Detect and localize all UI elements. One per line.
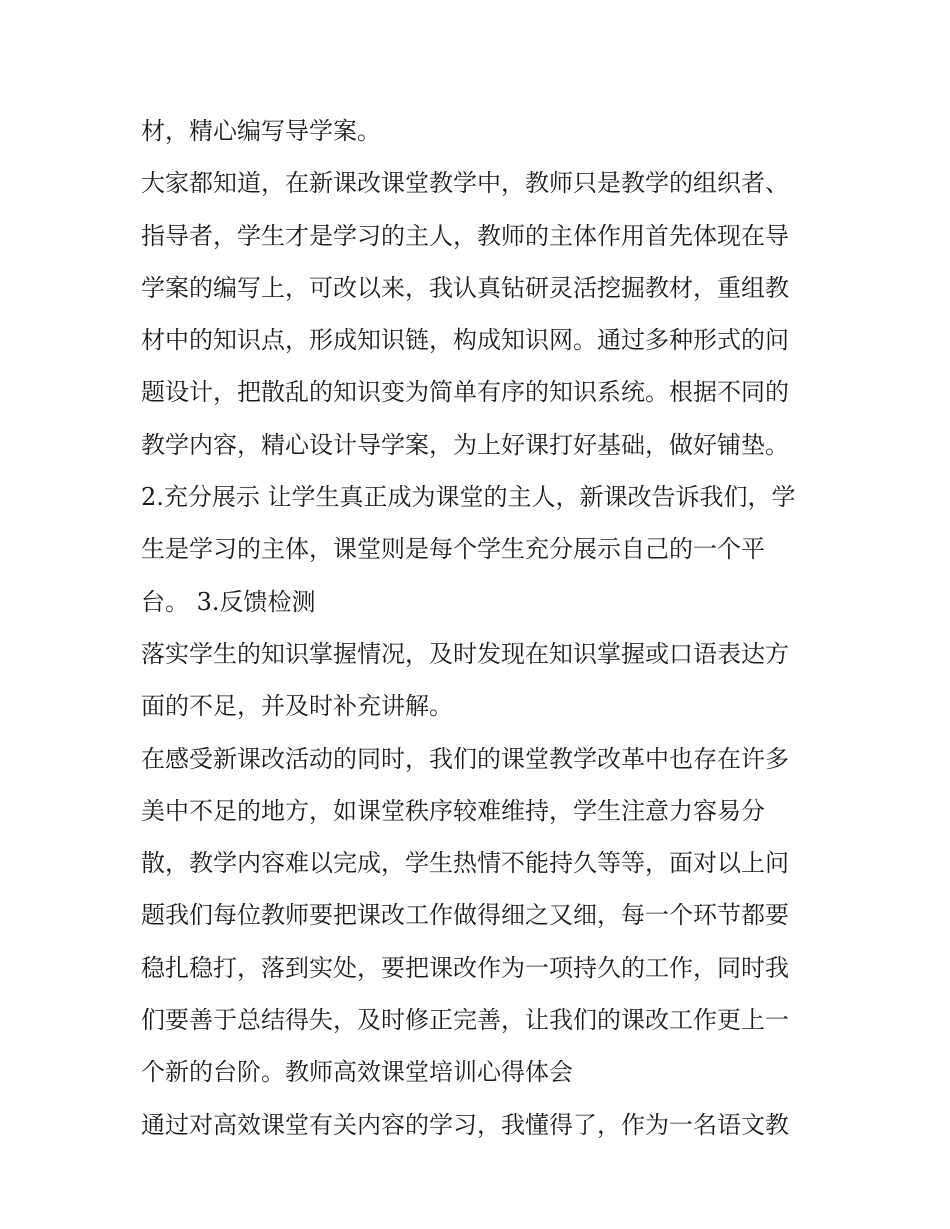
text-line: 散，教学内容难以完成，学生热情不能持久等等，面对以上问 <box>141 849 789 878</box>
text-line: 在感受新课改活动的同时，我们的课堂教学改革中也存在许多 <box>141 744 789 773</box>
text-line: 2.充分展示 让学生真正成为课堂的主人，新课改告诉我们，学 <box>141 483 796 512</box>
text-line: 面的不足，并及时补充讲解。 <box>141 692 453 721</box>
text-line: 生是学习的主体，课堂则是每个学生充分展示自己的一个平 <box>141 535 765 564</box>
text-line: 教学内容，精心设计导学案，为上好课打好基础，做好铺垫。 <box>141 430 789 459</box>
text-line: 稳扎稳打，落到实处，要把课改作为一项持久的工作，同时我 <box>141 953 789 982</box>
text-line: 指导者，学生才是学习的主人，教师的主体作用首先体现在导 <box>141 221 789 250</box>
text-line: 美中不足的地方，如课堂秩序较难维持，学生注意力容易分 <box>141 796 765 825</box>
text-line: 通过对高效课堂有关内容的学习，我懂得了，作为一名语文教 <box>141 1110 789 1139</box>
text-line: 材中的知识点，形成知识链，构成知识网。通过多种形式的问 <box>141 326 789 355</box>
text-line: 题我们每位教师要把课改工作做得细之又细，每一个环节都要 <box>141 901 789 930</box>
text-line: 学案的编写上，可改以来，我认真钻研灵活挖掘教材，重组教 <box>141 273 789 302</box>
text-line: 题设计，把散乱的知识变为简单有序的知识系统。根据不同的 <box>141 378 789 407</box>
text-line: 落实学生的知识掌握情况，及时发现在知识掌握或口语表达方 <box>141 639 789 668</box>
text-line: 台。 3.反馈检测 <box>141 587 316 616</box>
body-text <box>141 105 831 1151</box>
text-line: 材，精心编写导学案。 <box>141 117 381 145</box>
text-line: 们要善于总结得失，及时修正完善，让我们的课改工作更上一 <box>141 1006 789 1035</box>
text-line: 个新的台阶。教师高效课堂培训心得体会 <box>141 1058 573 1087</box>
text-line: 大家都知道，在新课改课堂教学中，教师只是教学的组织者、 <box>141 169 789 198</box>
